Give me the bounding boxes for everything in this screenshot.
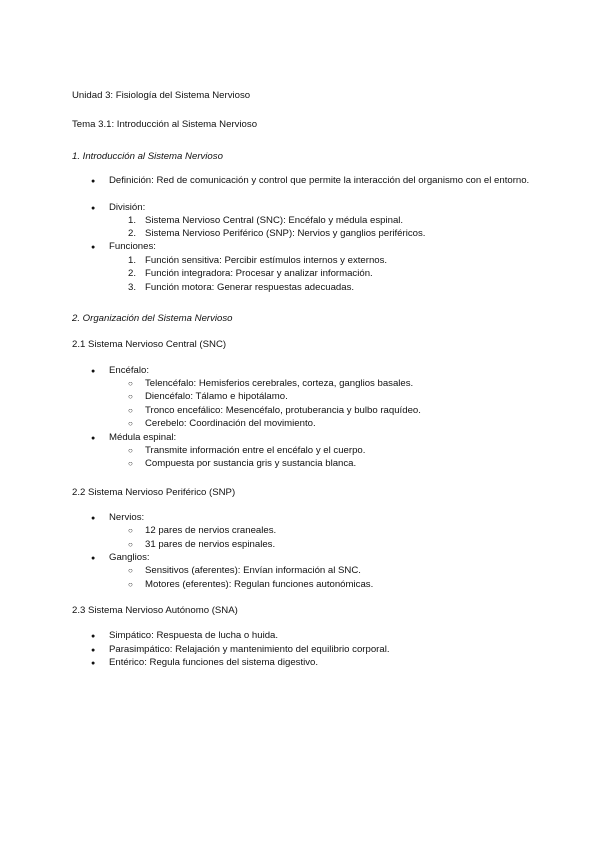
circle-bullet-icon [128,525,133,537]
sna-item: Simpático: Respuesta de lucha o huida. [109,630,279,641]
division-item: Sistema Nervioso Periférico (SNP): Nervios y ganglios periféricos. [145,228,426,239]
circle-bullet-icon [128,458,133,470]
snp-heading: 2.2 Sistema Nervioso Periférico (SNP) [72,487,236,498]
encefalo-item: Diencéfalo: Tálamo e hipotálamo. [145,391,288,402]
list-number: 2. [128,228,137,239]
topic-title: Tema 3.1: Introducción al Sistema Nervioso [72,119,258,130]
bullet-icon [91,175,95,188]
bullet-icon [91,512,95,525]
sna-item: Entérico: Regula funciones del sistema digestivo. [109,657,319,668]
encefalo-item: Cerebelo: Coordinación del movimiento. [145,418,316,429]
list-number: 2. [128,268,137,279]
ganglios-item: Sensitivos (aferentes): Envían información al SNC. [145,565,361,576]
unit-title: Unidad 3: Fisiología del Sistema Nervioso [72,90,251,101]
ganglios-item: Motores (eferentes): Regulan funciones autonómicas. [145,579,374,590]
circle-bullet-icon [128,565,133,577]
ganglios-label: Ganglios: [109,552,150,563]
bullet-icon [91,657,95,670]
circle-bullet-icon [128,391,133,403]
bullet-icon [91,630,95,643]
circle-bullet-icon [128,418,133,430]
circle-bullet-icon [128,579,133,591]
funciones-item: Función integradora: Procesar y analizar información. [145,268,373,279]
circle-bullet-icon [128,405,133,417]
medula-item: Transmite información entre el encéfalo y el cuerpo. [145,445,366,456]
bullet-icon [91,432,95,445]
division-label: División: [109,202,146,213]
encefalo-label: Encéfalo: [109,365,150,376]
sna-heading: 2.3 Sistema Nervioso Autónomo (SNA) [72,605,238,616]
nervios-item: 31 pares de nervios espinales. [145,539,276,550]
list-number: 1. [128,215,137,226]
section-2-heading: 2. Organización del Sistema Nervioso [72,313,233,324]
funciones-item: Función sensitiva: Percibir estímulos internos y externos. [145,255,388,266]
division-item: Sistema Nervioso Central (SNC): Encéfalo y médula espinal. [145,215,404,226]
nervios-item: 12 pares de nervios craneales. [145,525,277,536]
list-number: 3. [128,282,137,293]
bullet-icon [91,365,95,378]
funciones-label: Funciones: [109,241,156,252]
bullet-icon [91,552,95,565]
funciones-item: Función motora: Generar respuestas adecuadas. [145,282,355,293]
encefalo-item: Tronco encefálico: Mesencéfalo, protuberancia y bulbo raquídeo. [145,405,421,416]
medula-label: Médula espinal: [109,432,177,443]
bullet-icon [91,202,95,215]
circle-bullet-icon [128,445,133,457]
bullet-icon [91,241,95,254]
definicion-text: Definición: Red de comunicación y control que permite la interacción del organismo con el entorno. [109,175,530,186]
medula-item: Compuesta por sustancia gris y sustancia blanca. [145,458,357,469]
list-number: 1. [128,255,137,266]
circle-bullet-icon [128,539,133,551]
bullet-icon [91,644,95,657]
sna-item: Parasimpático: Relajación y mantenimiento del equilibrio corporal. [109,644,390,655]
snc-heading: 2.1 Sistema Nervioso Central (SNC) [72,339,227,350]
section-1-heading: 1. Introducción al Sistema Nervioso [72,151,223,162]
circle-bullet-icon [128,378,133,390]
nervios-label: Nervios: [109,512,145,523]
encefalo-item: Telencéfalo: Hemisferios cerebrales, corteza, ganglios basales. [145,378,414,389]
